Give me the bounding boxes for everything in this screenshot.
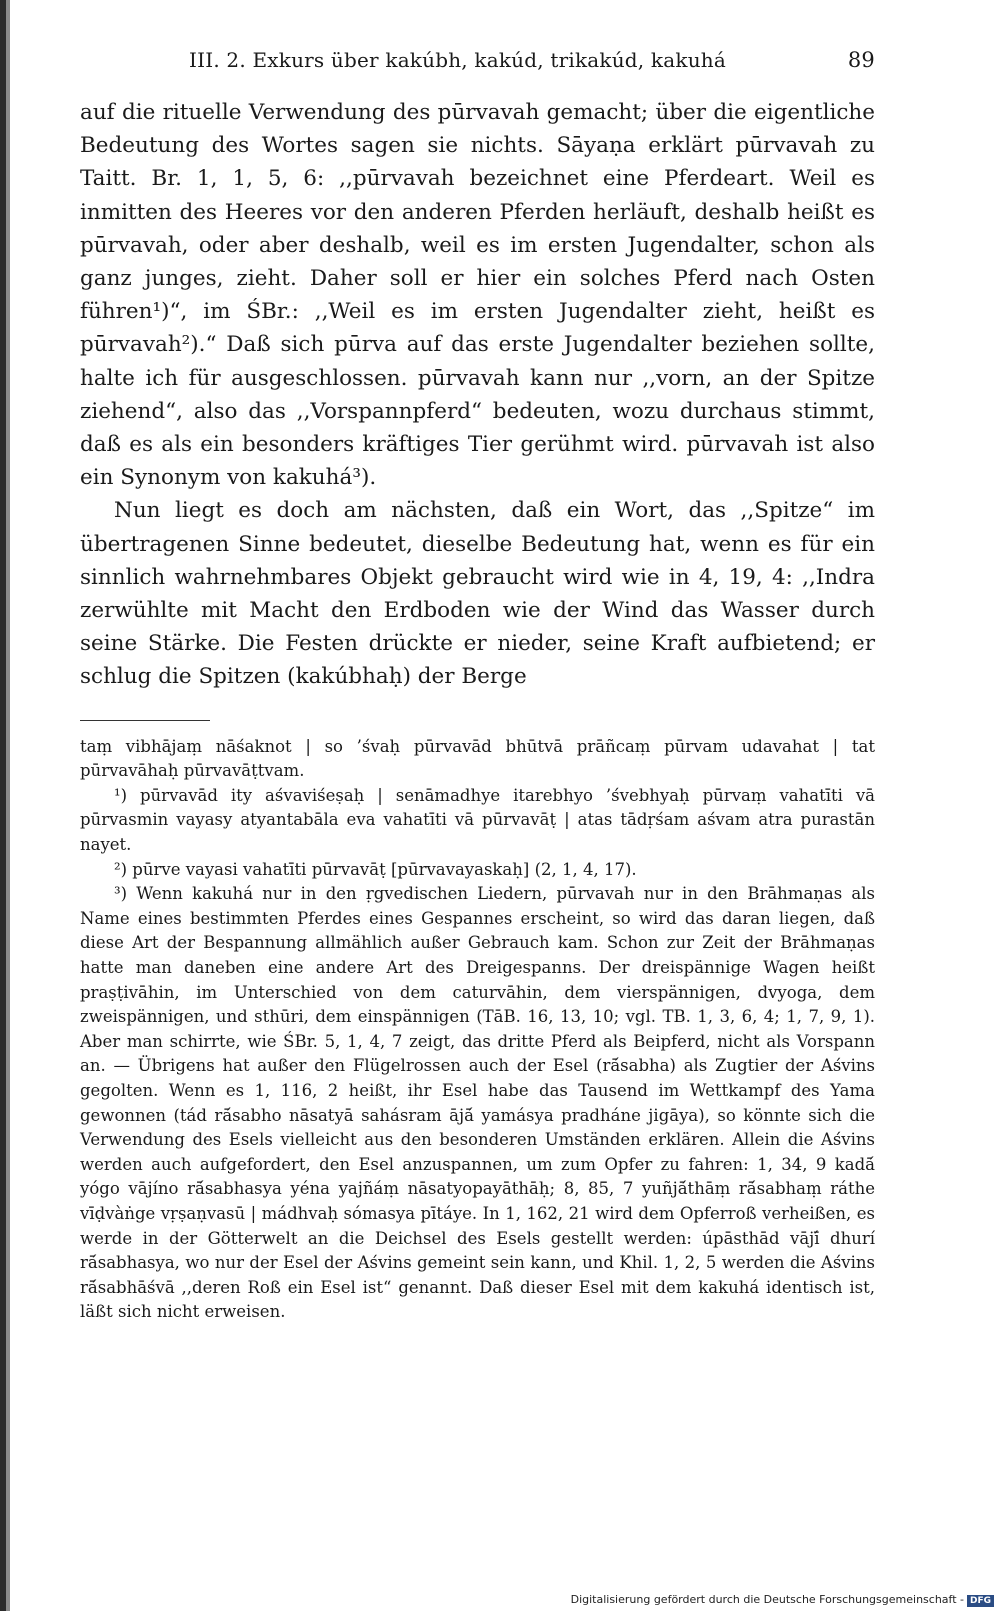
footnote-3: ³) Wenn kakuhá nur in den ṛgvedischen Liedern, pūrvavah nur in den Brāhmaṇas als Name eines bestimmten Pferdes eines Gespannes erscheint, so wird das daran liegen, daß diese Art der Bespannung allmählich außer Gebrauch kam. Schon zur Zeit der Brāhmaṇas hatte man daneben eine andere Art des Dreigespanns. Der dreispännige Wagen heißt praṣṭivāhin, im Unterschied von dem caturvāhin, dem vierspännigen, dvyoga, dem zweispännigen, und sthūri, dem einspännigen (TāB. 16, 13, 10; vgl. TB. 1, 3, 6, 4; 1, 7, 9, 1). Aber man schirrte, wie ŚBr. 5, 1, 4, 7 zeigt, das dritte Pferd als Beipferd, nicht als Vorspann an. — Übrigens hat außer den Flügelrossen auch der Esel (rā́sabha) als Zugtier der Aśvins gegolten. Wenn es 1, 116, 2 heißt, ihr Esel habe das Tausend im Wettkampf des Yama gewonnen (tád rā́sabho nāsatyā sahásram ājā́ yamásya pradháne jigāya), so könnte sich die Verwendung des Esels vielleicht aus den besonderen Umständen erklären. Allein die Aśvins werden auch aufgefordert, den Esel anzuspannen, um zum Opfer zu fahren: 1, 34, 9 kadā́ yógo vājíno rā́sabhasya yéna yajñáṃ nāsatyopayāthāḥ; 8, 85, 7 yuñjā́thāṃ rā́sabhaṃ ráthe vīḍvàṅge vṛṣaṇvasū | mádhvaḥ sómasya pītáye. In 1, 162, 21 wird dem Opferroß verheißen, es werde in der Götterwelt an die Deichsel des Esels gestellt werden: úpāsthād vājī́ dhurí rā́sabhasya, wo nur der Esel der Aśvins gemeint sein kann, und Khil. 1, 2, 5 werden die Aśvins rā́sabhāśvā ,,deren Roß ein Esel ist“ genannt. Daß dieser Esel mit dem kakuhá identisch ist, läßt sich nicht erweisen.	[80, 884, 875, 1322]
paragraph-2: Nun liegt es doch am nächsten, daß ein Wort, das ,,Spitze“ im übertragenen Sinne bedeutet, dieselbe Bedeutung hat, wenn es für ein sinnlich wahrnehmbares Objekt gebraucht wird wie in 4, 19, 4: ,,Indra zerwühlte mit Macht den Erdboden wie der Wind das Wasser durch seine Stärke. Die Festen drückte er nieder, seine Kraft aufbietend; er schlug die Spitzen (kakúbhaḥ) der Berge	[80, 498, 875, 690]
footer-text: Digitalisierung gefördert durch die Deutsche Forschungsgemeinschaft -	[570, 1593, 964, 1606]
main-text	[80, 96, 875, 694]
footnote-divider	[80, 720, 210, 721]
footnote-1: ¹) pūrvavād ity aśvaviśeṣaḥ | senāmadhye itarebhyo ’śvebhyaḥ pūrvaṃ vahatīti vā pūrvasmin vayasy atyantabāla eva vahatīti vā pūrvavāṭ | atas tādṛśam aśvam atra purastān nayet.	[80, 785, 875, 855]
header-title: III. 2. Exkurs über kakúbh, kakúd, trikakúd, kakuhá	[189, 48, 726, 72]
paragraph-1: auf die rituelle Verwendung des pūrvavah gemacht; über die eigentliche Bedeutung des Wortes sagen sie nichts. Sāyaṇa erklärt pūrvavah zu Taitt. Br. 1, 1, 5, 6: ,,pūrvavah bezeichnet eine Pferdeart. Weil es inmitten des Heeres vor den anderen Pferden herläuft, deshalb heißt es pūrvavah, oder aber deshalb, weil es im ersten Jugendalter, schon als ganz junges, zieht. Daher soll er hier ein solches Pferd nach Osten führen¹)“, im ŚBr.: ,,Weil es im ersten Jugendalter zieht, heißt es pūrvavah²).“ Daß sich pūrva auf das erste Jugendalter beziehen sollte, halte ich für ausgeschlossen. pūrvavah kann nur ,,vorn, an der Spitze ziehend“, also das ,,Vorspannpferd“ bedeuten, wozu durchaus stimmt, daß es als ein besonders kräftiges Tier gerühmt wird. pūrvavah ist also ein Synonym von kakuhá³).	[80, 100, 875, 491]
footnote-continuation: taṃ vibhājaṃ nāśaknot | so ’śvaḥ pūrvavād bhūtvā prāñcaṃ pūrvam udavahat | tat pūrvavāhaḥ pūrvavāṭtvam.	[80, 736, 875, 781]
digitization-footer	[571, 1593, 994, 1607]
footnotes	[80, 735, 875, 1325]
book-spine-edge	[6, 0, 10, 1611]
running-header	[80, 40, 875, 80]
footnote-2: ²) pūrve vayasi vahatīti pūrvavāṭ [pūrvavayaskaḥ] (2, 1, 4, 17).	[114, 859, 637, 879]
page-number: 89	[847, 48, 875, 72]
dfg-logo: DFG	[967, 1595, 994, 1607]
page	[80, 40, 875, 1325]
